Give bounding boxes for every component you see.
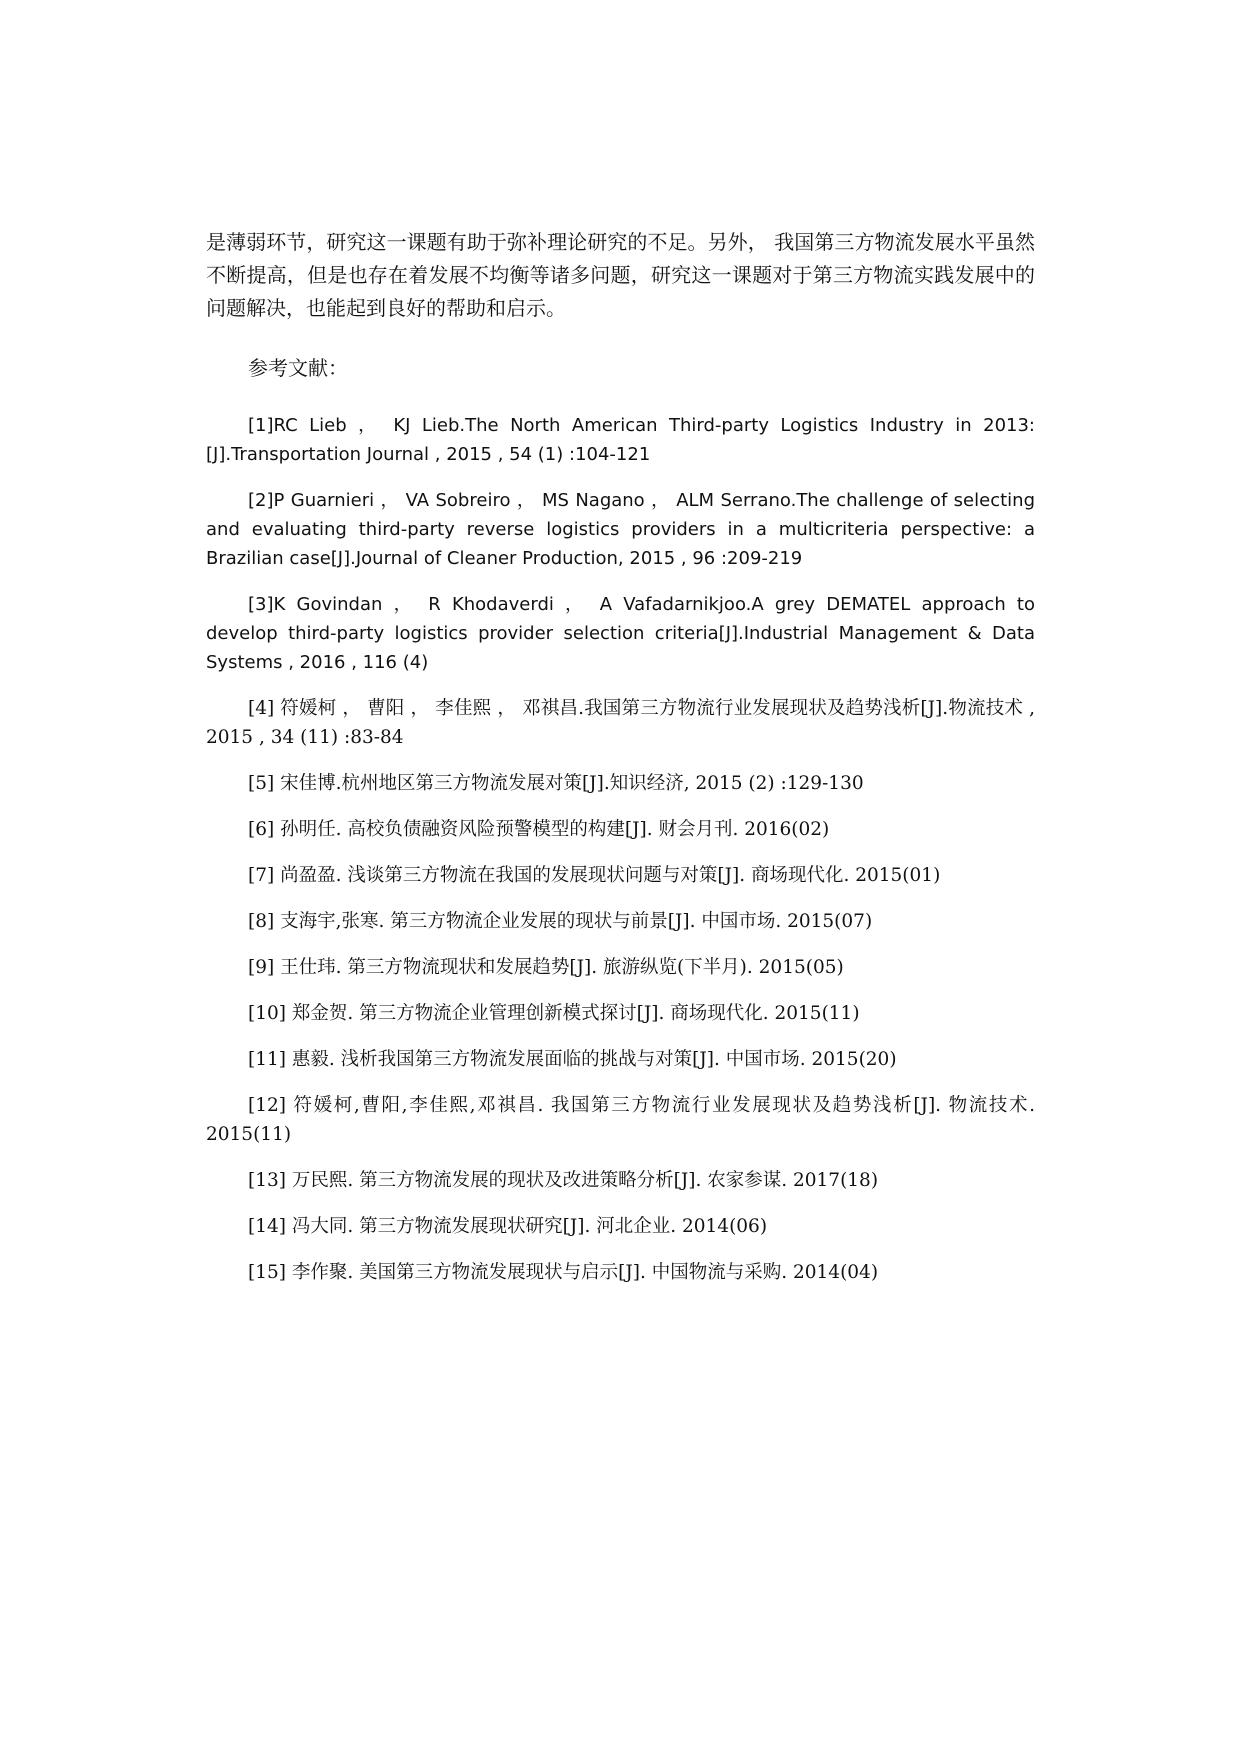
reference-list bbox=[206, 411, 1035, 1287]
reference-item-6: [6] 孙明任. 高校负债融资风险预警模型的构建[J]. 财会月刊. 2016(02) bbox=[248, 819, 830, 840]
reference-item-10: [10] 郑金贺. 第三方物流企业管理创新模式探讨[J]. 商场现代化. 2015(11) bbox=[248, 1003, 860, 1024]
reference-item-14: [14] 冯大同. 第三方物流发展现状研究[J]. 河北企业. 2014(06) bbox=[248, 1216, 768, 1237]
body-paragraph: 是薄弱环节，研究这一课题有助于弥补理论研究的不足。另外， 我国第三方物流发展水平虽然不断提高，但是也存在着发展不均衡等诸多问题，研究这一课题对于第三方物流实践发展中的问题解决，也能起到良好的帮助和启示。 bbox=[206, 230, 1035, 320]
reference-item-4: [4] 符媛柯 ， 曹阳 ， 李佳熙 ， 邓祺昌.我国第三方物流行业发展现状及趋势浅析[J].物流技术 , 2015 , 34 (11) :83-84 bbox=[206, 698, 1035, 748]
reference-item-5: [5] 宋佳博.杭州地区第三方物流发展对策[J].知识经济, 2015 (2) :129-130 bbox=[248, 773, 864, 794]
reference-item-12: [12] 符媛柯,曹阳,李佳熙,邓祺昌. 我国第三方物流行业发展现状及趋势浅析[J]. 物流技术. 2015(11) bbox=[206, 1095, 1035, 1145]
reference-item-11: [11] 惠毅. 浅析我国第三方物流发展面临的挑战与对策[J]. 中国市场. 2015(20) bbox=[248, 1049, 897, 1070]
reference-item-3: [3]K Govindan ， R Khodaverdi ， A Vafadarnikjoo.A grey DEMATEL approach to develop third-party logistics provider selection criteria[J].Industrial Management & Data Systems , 2016 , 116 (4) bbox=[206, 594, 1035, 673]
reference-item-9: [9] 王仕玮. 第三方物流现状和发展趋势[J]. 旅游纵览(下半月). 2015(05) bbox=[248, 957, 844, 978]
reference-item-1: [1]RC Lieb ， KJ Lieb.The North American Third-party Logistics Industry in 2013:[J].Transportation Journal , 2015 , 54 (1) :104-121 bbox=[206, 415, 1035, 465]
reference-item-8: [8] 支海宇,张寒. 第三方物流企业发展的现状与前景[J]. 中国市场. 2015(07) bbox=[248, 911, 873, 932]
references-heading: 参考文献： bbox=[248, 356, 348, 380]
reference-item-15: [15] 李作聚. 美国第三方物流发展现状与启示[J]. 中国物流与采购. 2014(04) bbox=[248, 1262, 879, 1283]
reference-item-13: [13] 万民熙. 第三方物流发展的现状及改进策略分析[J]. 农家参谋. 2017(18) bbox=[248, 1170, 879, 1191]
reference-item-2: [2]P Guarnieri ， VA Sobreiro ， MS Nagano ， ALM Serrano.The challenge of selecting and evaluating third-party reverse logistics providers in a multicriteria perspective: a Brazilian case[J].Journal of Cleaner Production, 2015 , 96 :209-219 bbox=[206, 490, 1035, 569]
reference-item-7: [7] 尚盈盈. 浅谈第三方物流在我国的发展现状问题与对策[J]. 商场现代化. 2015(01) bbox=[248, 865, 941, 886]
